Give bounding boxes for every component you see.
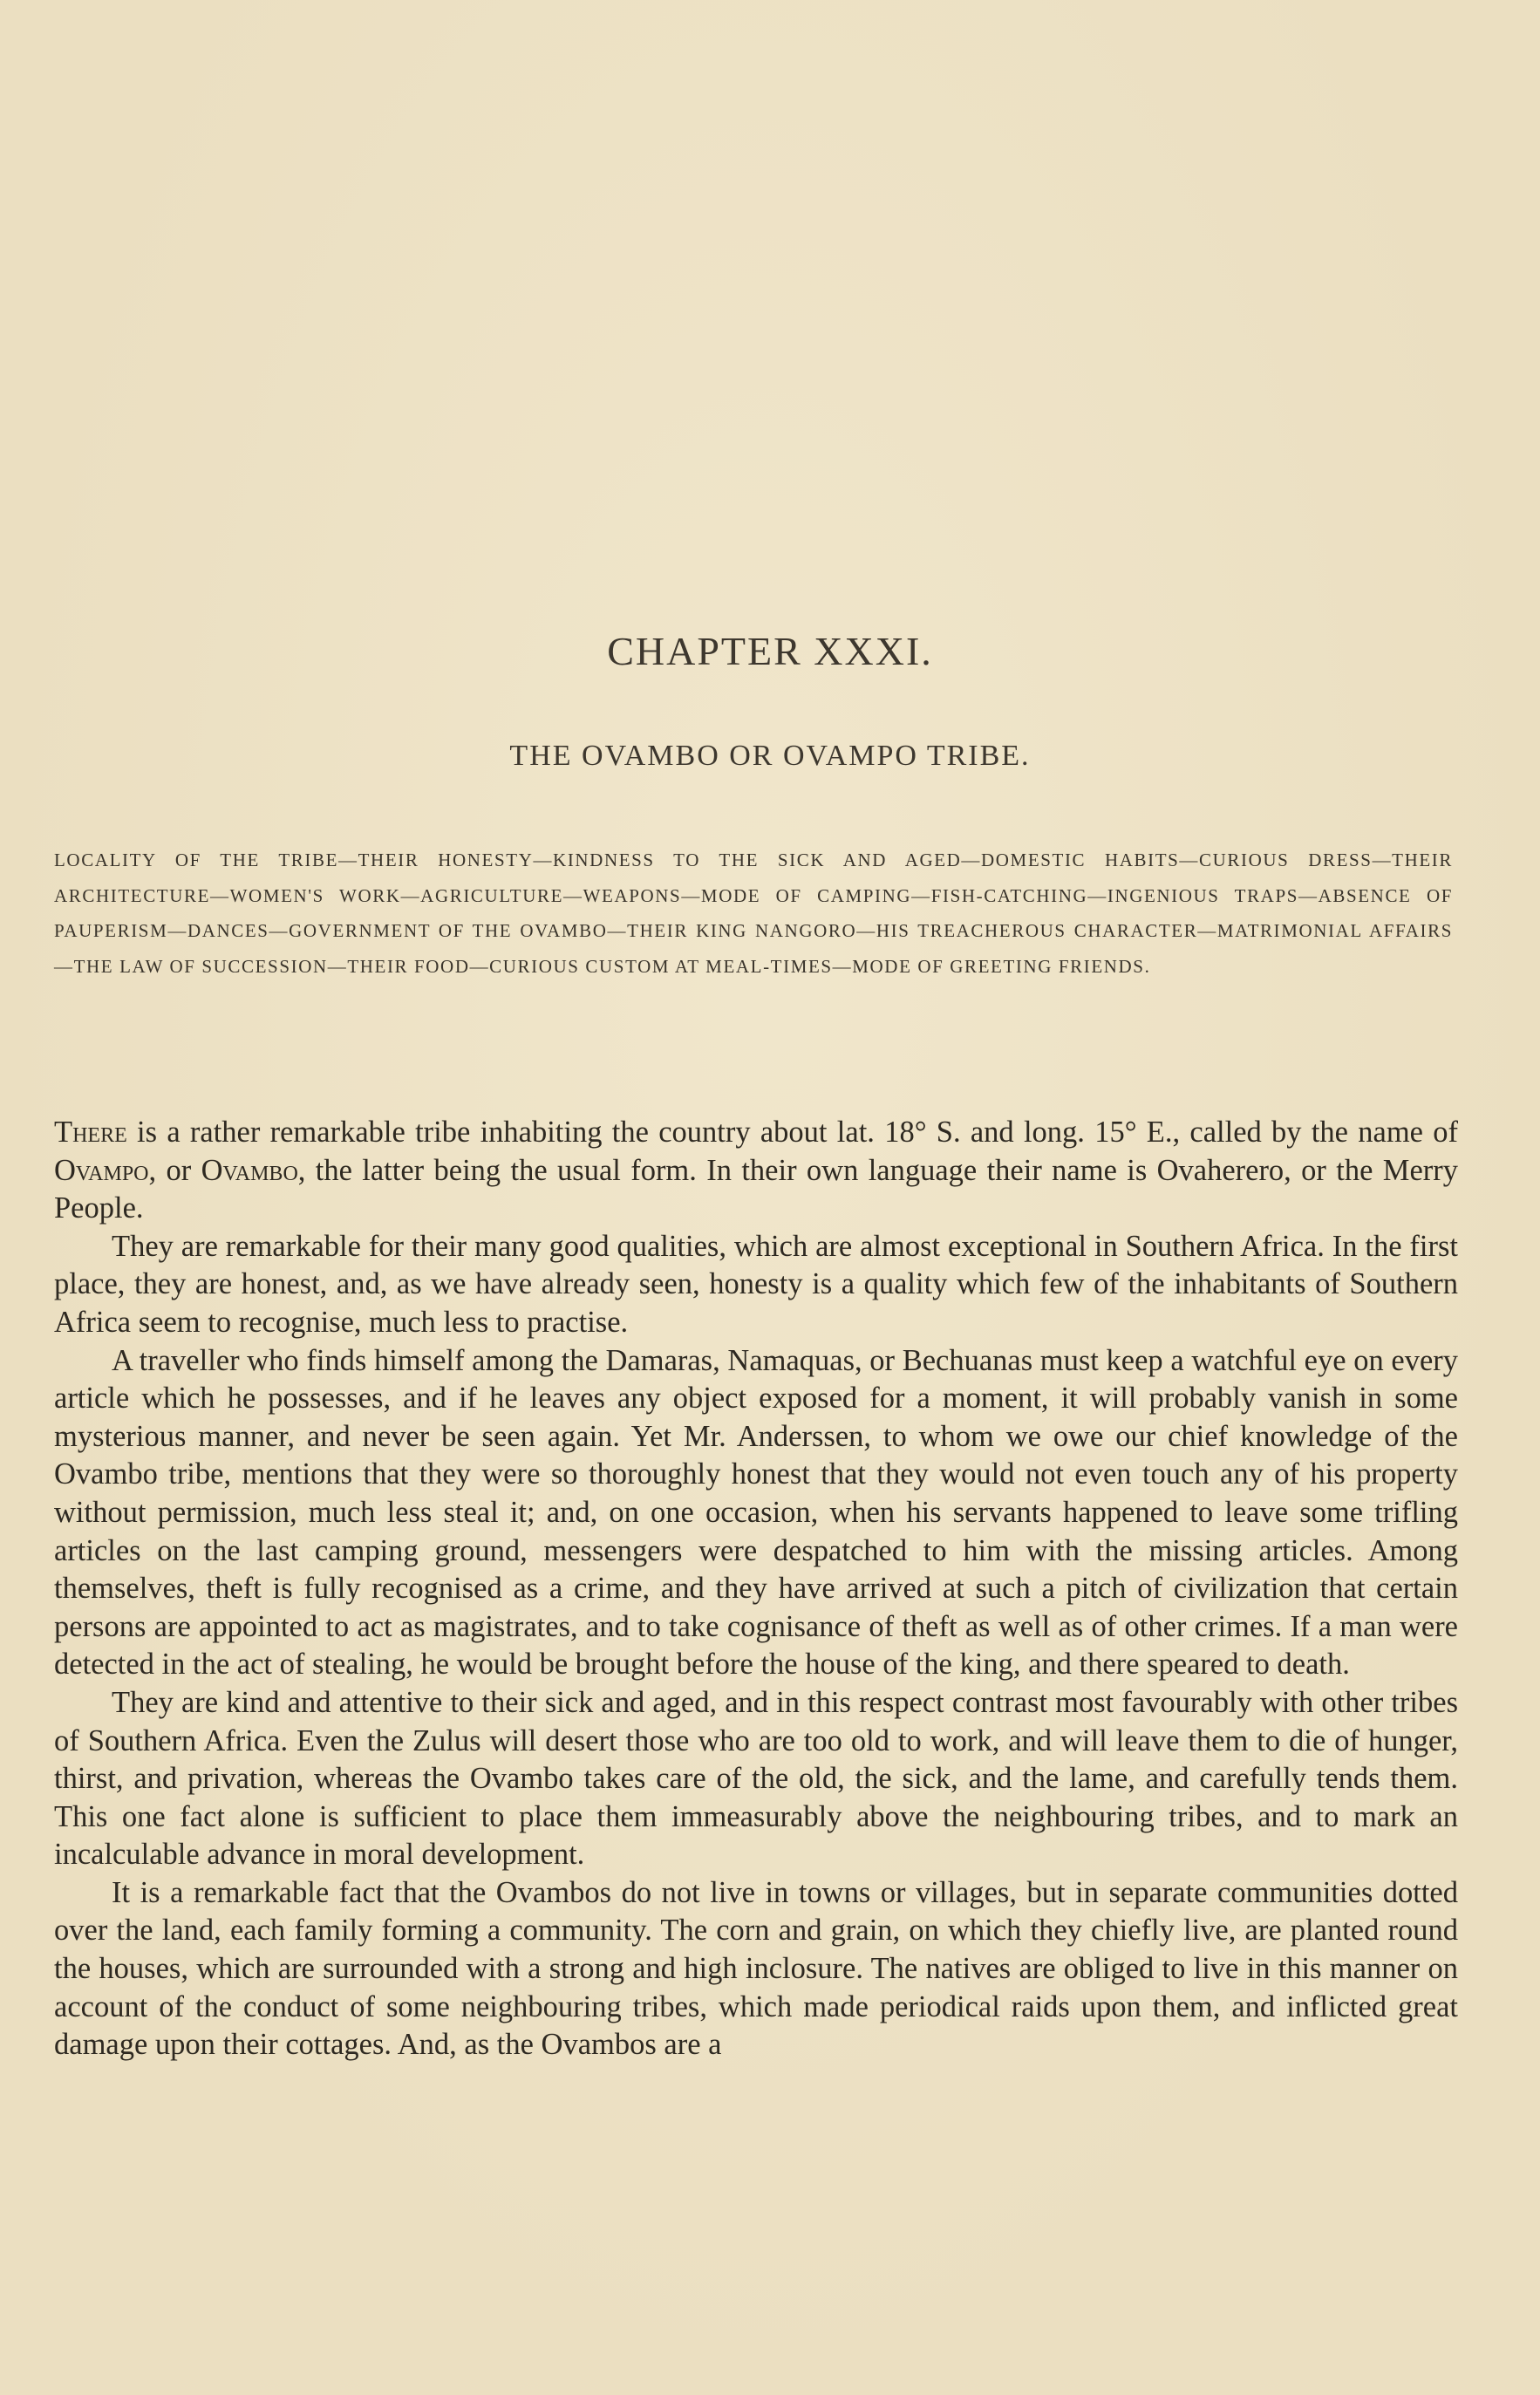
paragraph-3: A traveller who finds himself among the Damaras, Namaquas, or Bechuanas must keep a watchful eye on every article which he possesses, and if he leaves any object exposed for a moment, it will probably vanish in some mysterious manner, and never be seen again. Yet Mr. Anderssen, to whom we owe our chief knowledge of the Ovambo tribe, mentions that they were so thoroughly honest that they would not even touch any of his property without permission, much less steal it; and, on one occasion, when his servants happened to leave some trifling articles on the last camping ground, messengers were despatched to him with the missing articles. Among themselves, theft is fully recognised as a crime, and they have arrived at such a pitch of civilization that certain persons are appointed to act as magistrates, and to take cognisance of theft as well as of other crimes. If a man were detected in the act of stealing, he would be brought before the house of the king, and there speared to death. <box>54 1343 1458 1682</box>
body-text <box>54 1114 1458 2064</box>
chapter-subtitle: THE OVAMBO OR OVAMPO TRIBE. <box>509 740 1031 772</box>
paragraph-1 <box>54 1114 1458 1228</box>
paragraph-2: They are remarkable for their many good qualities, which are almost exceptional in Southern Africa. In the first place, they are honest, and, as we have already seen, honesty is a quality which few of the inhabitants of Southern Africa seem to recognise, much less to practise. <box>54 1229 1458 1339</box>
tribe-name-ovambo: Ovambo <box>201 1153 298 1187</box>
paragraph-4: They are kind and attentive to their sick and aged, and in this respect contrast most favourably with other tribes of Southern Africa. Even the Zulus will desert those who are too old to work, and will leave them to die of hunger, thirst, and privation, whereas the Ovambo takes care of the old, the sick, and the lame, and carefully tends them. This one fact alone is sufficient to place them immeasurably above the neighbouring tribes, and to mark an incalculable advance in moral development. <box>54 1685 1458 1872</box>
paragraph-1-text-c: , the latter being the usual form. In their own language their name is Ovaherero, or the Merry People. <box>54 1153 1458 1225</box>
paragraph-lead-word: There <box>54 1116 127 1149</box>
paragraph-5: It is a remarkable fact that the Ovambos do not live in towns or villages, but in separate communities dotted over the land, each family forming a community. The corn and grain, on which they chiefly live, are planted round the houses, which are surrounded with a strong and high inclosure. The natives are obliged to live in this manner on account of the conduct of some neighbouring tribes, which made periodical raids upon them, and inflicted great damage upon their cottages. And, as the Ovambos are a <box>54 1875 1458 2062</box>
chapter-synopsis: LOCALITY OF THE TRIBE—THEIR HONESTY—KINDNESS TO THE SICK AND AGED—DOMESTIC HABITS—CURIOUS DRESS—THEIR ARCHITECTURE—WOMEN'S WORK—AGRICULTURE—WEAPONS—MODE OF CAMPING—FISH-CATCHING—INGENIOUS TRAPS—ABSENCE OF PAUPERISM—DANCES—GOVERNMENT OF THE OVAMBO—THEIR KING NANGORO—HIS TREACHEROUS CHARACTER—MATRIMONIAL AFFAIRS—THE LAW OF SUCCESSION—THEIR FOOD—CURIOUS CUSTOM AT MEAL-TIMES—MODE OF GREETING FRIENDS. <box>54 850 1453 977</box>
paragraph-1-text-b: , or <box>148 1153 201 1187</box>
tribe-name-ovampo: Ovampo <box>54 1153 149 1187</box>
chapter-title: CHAPTER XXXI. <box>607 629 933 673</box>
paragraph-1-text-a: is a rather remarkable tribe inhabiting the country about lat. 18° S. and long. 15° E., called by the name of <box>126 1116 1458 1149</box>
